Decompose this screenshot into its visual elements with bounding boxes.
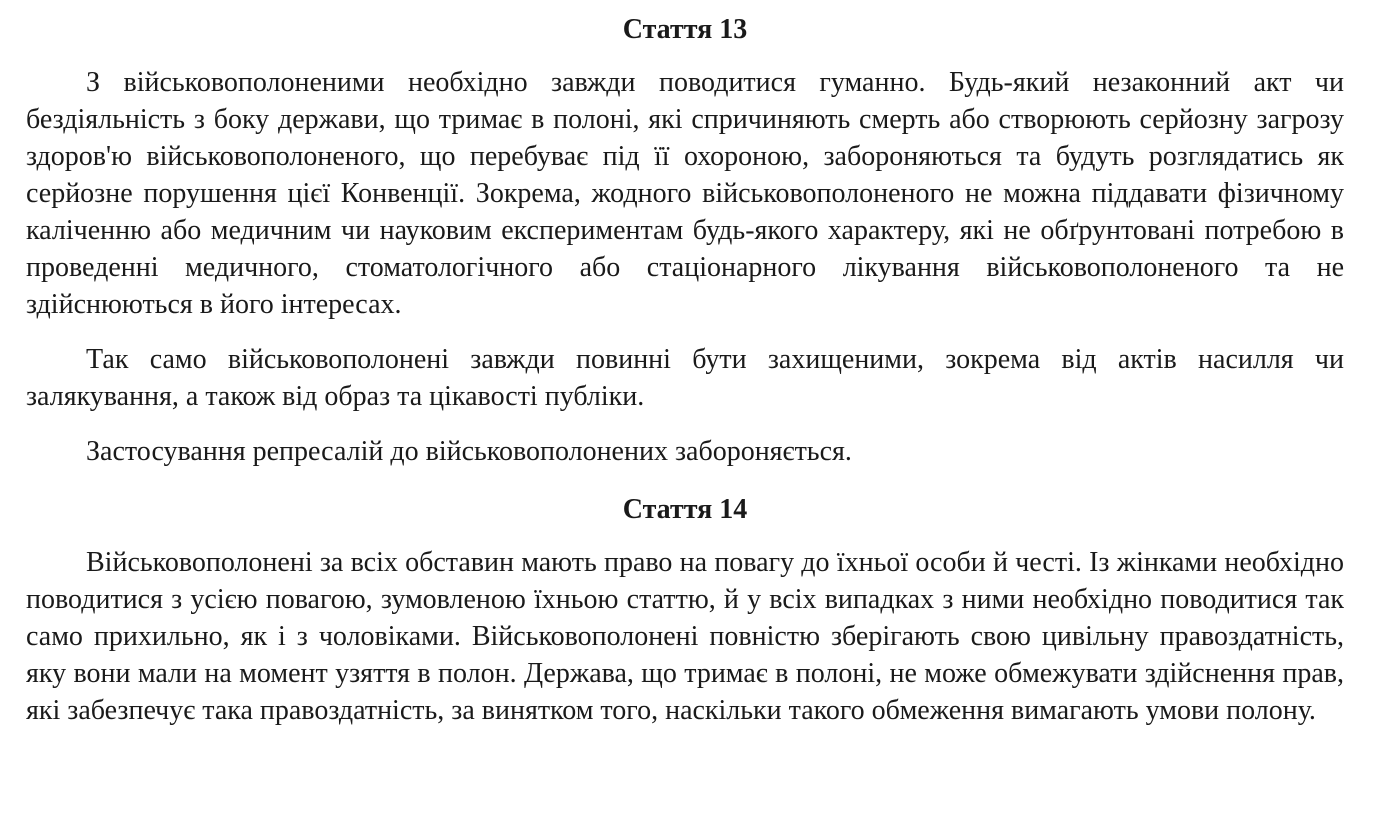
article-13-title: Стаття 13: [622, 14, 748, 45]
article-13-paragraph-3: Застосування репресалій до військовополонених забороняється.: [86, 436, 852, 467]
article-13-paragraph-1: З військовополоненими необхідно завжди поводитися гуманно. Будь-який незаконний акт чи бездіяльність з боку держави, що тримає в полоні, які спричиняють смерть або створюють серйозну загрозу здоров'ю військовополоненого, що перебуває під її охороною, забороняються та будуть розглядатись як серйозне порушення цієї Конвенції. Зокрема, жодного військовополоненого не можна піддавати фізичному каліченню або медичним чи науковим експериментам будь-якого характеру, які не обґрунтовані потребою в проведенні медичного, стоматологічного або стаціонарного лікування військовополоненого та не здійснюються в його інтересах.: [26, 67, 1344, 320]
article-14-title: Стаття 14: [622, 494, 748, 525]
article-14-paragraph-1: Військовополонені за всіх обставин мають право на повагу до їхньої особи й честі. Із жінками необхідно поводитися з усією повагою, зумовленою їхньою статтю, й у всіх випадках з ними необхідно поводитися так само прихильно, як і з чоловіками. Військовополонені повністю зберігають свою цивільну правоздатність, яку вони мали на момент узяття в полон. Держава, що тримає в полоні, не може обмежувати здійснення прав, які забезпечує така правоздатність, за винятком того, наскільки такого обмеження вимагають умови полону.: [26, 547, 1344, 726]
article-13-paragraph-2: Так само військовополонені завжди повинні бути захищеними, зокрема від актів насилля чи залякування, а також від образ та цікавості публіки.: [26, 344, 1344, 412]
